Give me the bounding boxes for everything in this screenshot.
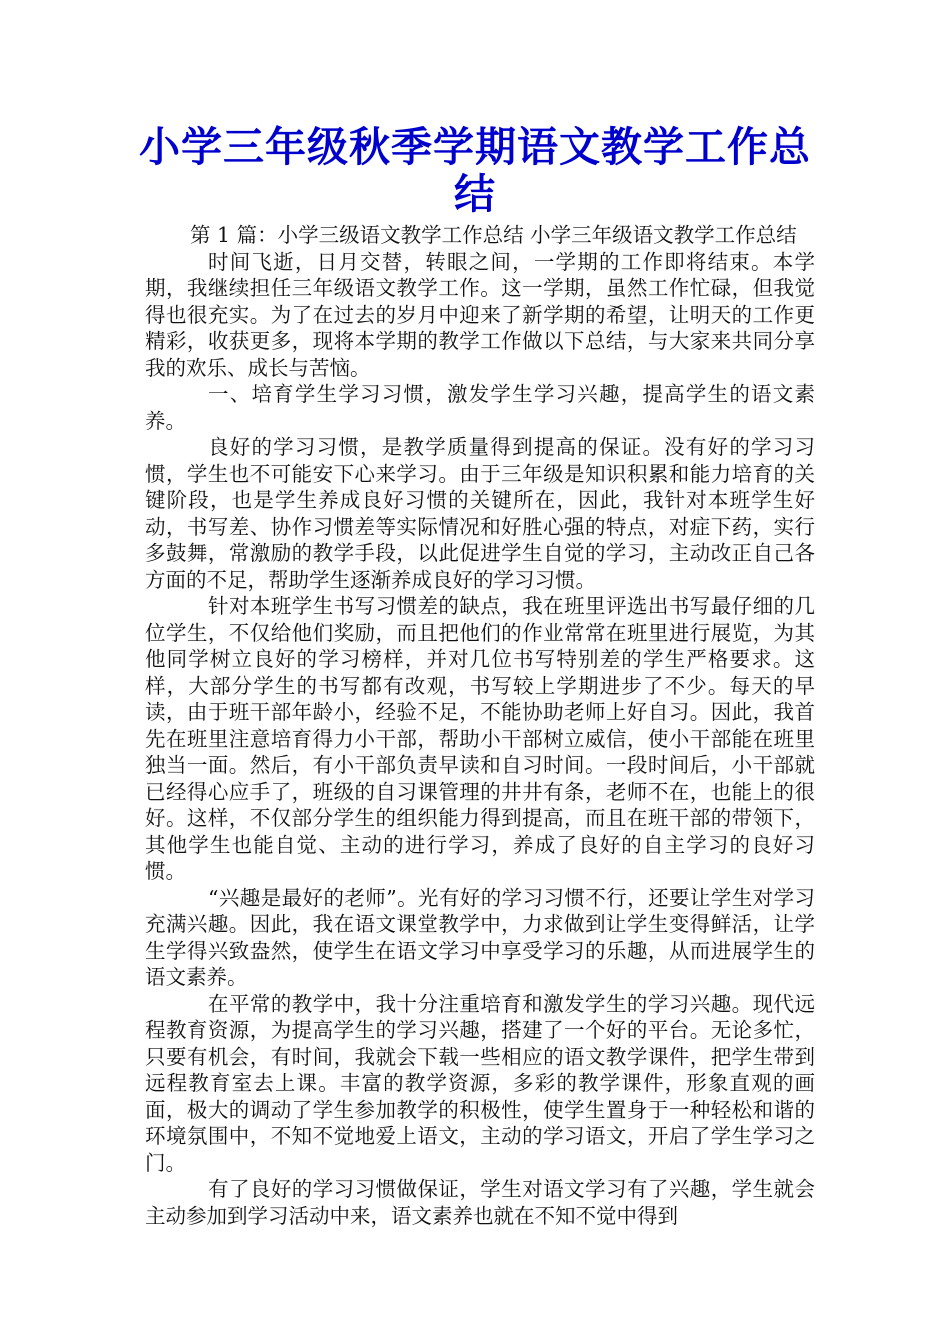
paragraph-heading-line: 第 1 篇：小学三级语文教学工作总结 小学三年级语文教学工作总结 [190, 223, 797, 247]
paragraph: 在平常的教学中，我十分注重培育和激发学生的学习兴趣。现代远程教育资源，为提高学生的学习兴趣，搭建了一个好的平台。无论多忙，只要有机会，有时间，我就会下载一些相应的语文教学课件，把学生带到远程教育室去上课。丰富的教学资源，多彩的教学课件，形象直观的画面，极大的调动了学生参加教学的积极性，使学生置身于一种轻松和谐的环境氛围中，不知不觉地爱上语文，主动的学习语文，开启了学生学习之门。 [145, 991, 815, 1175]
section-heading: 一、培育学生学习习惯，激发学生学习兴趣，提高学生的语文素养。 [145, 382, 815, 433]
paragraph: 时间飞逝，日月交替，转眼之间，一学期的工作即将结束。本学期，我继续担任三年级语文教学工作。这一学期，虽然工作忙碌，但我觉得也很充实。为了在过去的岁月中迎来了新学期的希望，让明天的工作更精彩，收获更多，现将本学期的教学工作做以下总结，与大家来共同分享我的欢乐、成长与苦恼。 [145, 249, 815, 380]
paragraph: 针对本班学生书写习惯差的缺点，我在班里评选出书写最仔细的几位学生，不仅给他们奖励，而且把他们的作业常常在班里进行展览，为其他同学树立良好的学习榜样，并对几位书写特别差的学生严格要求。这样，大部分学生的书写都有改观，书写较上学期进步了不少。每天的早读，由于班干部年龄小，经验不足，不能协助老师上好自习。因此，我首先在班里注意培育得力小干部，帮助小干部树立威信，使小干部能在班里独当一面。然后，有小干部负责早读和自习时间。一段时间后，小干部就已经得心应手了，班级的自习课管理的井井有条，老师不在，也能上的很好。这样，不仅部分学生的组织能力得到提高，而且在班干部的带领下，其他学生也能自觉、主动的进行学习，养成了良好的自主学习的良好习惯。 [145, 594, 815, 883]
paragraph: 有了良好的学习习惯做保证，学生对语文学习有了兴趣，学生就会主动参加到学习活动中来，语文素养也就在不知不觉中得到 [145, 1177, 815, 1228]
paragraph: 良好的学习习惯，是教学质量得到提高的保证。没有好的学习习惯，学生也不可能安下心来学习。由于三年级是知识积累和能力培育的关键阶段，也是学生养成良好习惯的关键所在，因此，我针对本班学生好动，书写差、协作习惯差等实际情况和好胜心强的特点，对症下药，实行多鼓舞，常激励的教学手段，以此促进学生自觉的学习，主动改正自己各方面的不足，帮助学生逐渐养成良好的学习习惯。 [145, 435, 815, 592]
document-body [145, 222, 815, 1229]
paragraph: “兴趣是最好的老师”。光有好的学习习惯不行，还要让学生对学习充满兴趣。因此，我在语文课堂教学中，力求做到让学生变得鲜活，让学生学得兴致盎然，使学生在语文学习中享受学习的乐趣，从而进展学生的语文素养。 [145, 885, 815, 989]
document-title: 小学三年级秋季学期语文教学工作总结 [139, 123, 811, 218]
